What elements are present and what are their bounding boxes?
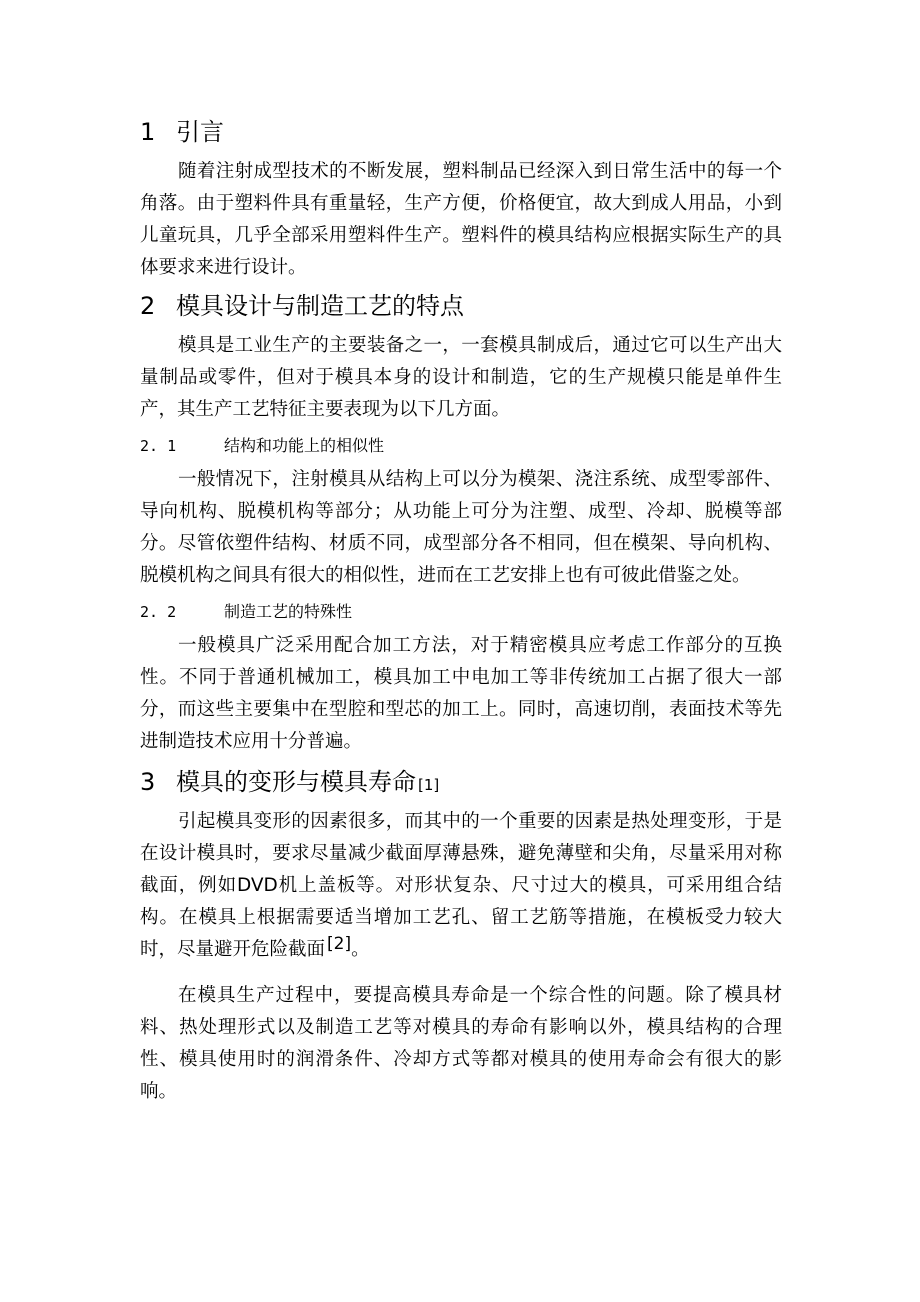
- section-3-title: 模具的变形与模具寿命: [176, 768, 416, 796]
- section-2-heading: [140, 286, 782, 326]
- subsection-2-1-heading: [140, 430, 782, 462]
- section-3-paragraph-1-text: 引起模具变形的因素很多，而其中的一个重要的因素是热处理变形，于是在设计模具时，要求尽量减少截面厚薄悬殊，避免薄壁和尖角，尽量采用对称截面，例如DVD机上盖板等。对形状复杂、尺寸过大的模具，可采用组合结构。在模具上根据需要适当增加工艺孔、留工艺筋等措施，在模板受力较大时，尽量避开危险截面: [140, 811, 782, 960]
- document-body: [140, 112, 782, 1108]
- section-3-number: 3: [140, 768, 156, 796]
- subsection-2-2-heading: [140, 596, 782, 628]
- section-3-paragraph-1-end: 。: [351, 939, 370, 960]
- subsection-2-2-paragraph: 一般模具广泛采用配合加工方法，对于精密模具应考虑工作部分的互换性。不同于普通机械加工，模具加工中电加工等非传统加工占据了很大一部分，而这些主要集中在型腔和型芯的加工上。同时，高速切削，表面技术等先进制造技术应用十分普遍。: [140, 635, 782, 752]
- subsection-2-2-title: 制造工艺的特殊性: [224, 602, 353, 621]
- section-1-paragraph: 随着注射成型技术的不断发展，塑料制品已经深入到日常生活中的每一个角落。由于塑料件具有重量轻，生产方便，价格便宜，故大到成人用品，小到儿童玩具，几乎全部采用塑料件生产。塑料件的模具结构应根据实际生产的具体要求来进行设计。: [140, 161, 782, 278]
- subsection-2-1-paragraph: 一般情况下，注射模具从结构上可以分为模架、浇注系统、成型零部件、导向机构、脱模机构等部分；从功能上可分为注塑、成型、冷却、脱模等部分。尽管依塑件结构、材质不同，成型部分各不相同，但在模架、导向机构、脱模机构之间具有很大的相似性，进而在工艺安排上也有可彼此借鉴之处。: [140, 469, 782, 586]
- section-2-paragraph: 模具是工业生产的主要装备之一，一套模具制成后，通过它可以生产出大量制品或零件，但对于模具本身的设计和制造，它的生产规模只能是单件生产，其生产工艺特征主要表现为以下几方面。: [140, 335, 782, 420]
- subsection-2-2-number: 2. 2: [140, 603, 177, 621]
- section-2-title: 模具设计与制造工艺的特点: [176, 292, 464, 320]
- section-3-paragraph-1: [140, 806, 782, 966]
- subsection-2-1-number: 2. 1: [140, 437, 177, 455]
- section-1-number: 1: [140, 118, 156, 146]
- section-2-number: 2: [140, 292, 156, 320]
- section-3-heading: 3 模具的变形与模具寿命 [1]: [140, 762, 782, 802]
- section-3-paragraph-1-citation: [2]: [327, 934, 352, 954]
- section-3-paragraph-2: 在模具生产过程中，要提高模具寿命是一个综合性的问题。除了模具材料、热处理形式以及制造工艺等对模具的寿命有影响以外，模具结构的合理性、模具使用时的润滑条件、冷却方式等都对模具的使用寿命会有很大的影响。: [140, 985, 782, 1102]
- section-1-title: 引言: [176, 118, 224, 146]
- section-1-heading: [140, 112, 782, 152]
- subsection-2-1-title: 结构和功能上的相似性: [224, 436, 385, 455]
